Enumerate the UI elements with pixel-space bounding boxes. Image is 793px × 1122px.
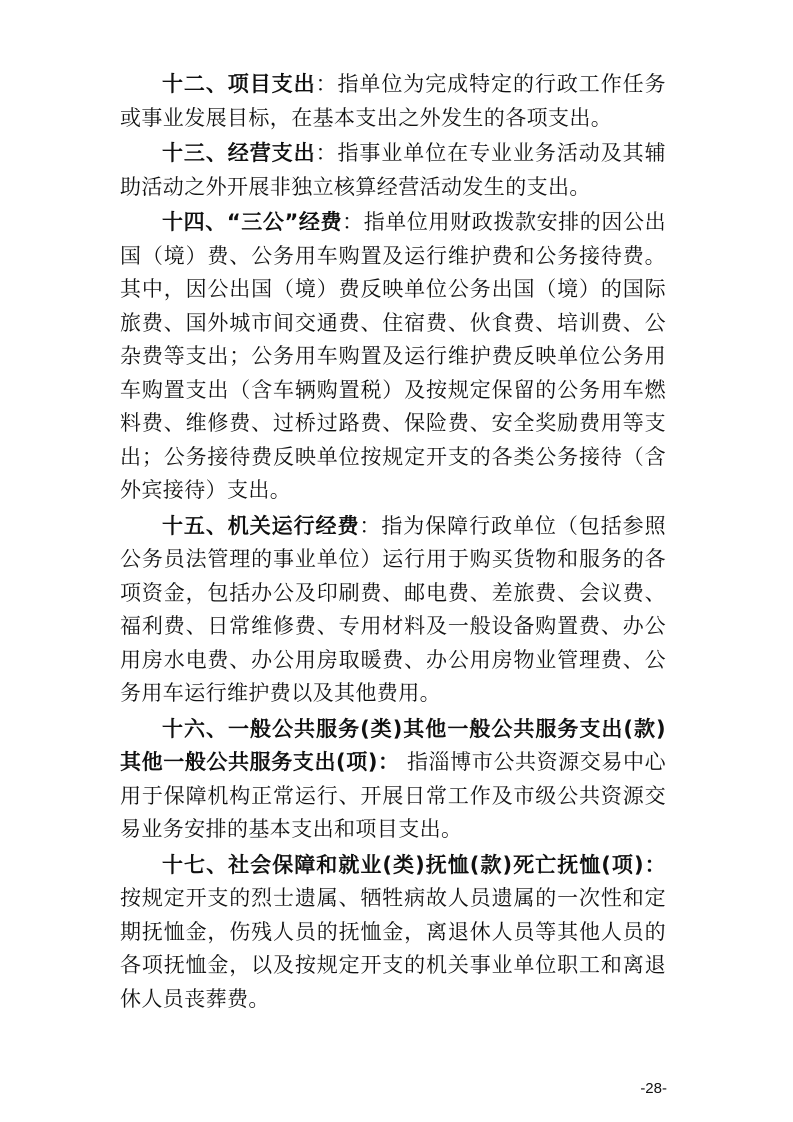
- paragraph-heading: 十三、经营支出: [162, 141, 316, 165]
- paragraph-heading: 十六、一般公共服务(类)其他一般公共服务支出(款)其他一般公共服务支出(项)：: [120, 716, 666, 774]
- paragraph-text: ：指单位为完成特定的行政工作任务或事业发展目标，在基本支出之外发生的各项支出。: [120, 72, 666, 130]
- paragraph-text: ：指事业单位在专业业务活动及其辅助活动之外开展非独立核算经营活动发生的支出。: [120, 141, 666, 199]
- paragraph-operating-expenditure: [120, 137, 666, 204]
- paragraph-heading: 十七、社会保障和就业(类)抚恤(款)死亡抚恤(项)：: [162, 852, 666, 877]
- paragraph-three-public-expenses: [120, 206, 666, 508]
- paragraph-text: ：指单位用财政拨款安排的因公出国（境）费、公务用车购置及运行维护费和公务接待费。其中，因公出国（境）费反映单位公务出国（境）的国际旅费、国外城市间交通费、住宿费、伙食费、培训费、公杂费等支出；公务用车购置及运行维护费反映单位公务用车购置支出（含车辆购置税）及按规定保留的公务用车燃料费、维修费、过桥过路费、保险费、安全奖励费用等支出；公务接待费反映单位按规定开支的各类公务接待（含外宾接待）支出。: [120, 210, 667, 502]
- paragraph-text: ：指为保障行政单位（包括参照公务员法管理的事业单位）运行用于购买货物和服务的各项资金，包括办公及印刷费、邮电费、差旅费、会议费、福利费、日常维修费、专用材料及一般设备购置费、办公用房水电费、办公用房取暖费、办公用房物业管理费、公务用车运行维护费以及其他费用。: [120, 513, 666, 705]
- document-body: [120, 68, 666, 1018]
- paragraph-general-public-services: [120, 713, 666, 847]
- paragraph-heading: 十二、项目支出: [162, 72, 316, 96]
- paragraph-text: 按规定开支的烈士遗属、牺牲病故人员遗属的一次性和定期抚恤金，伤残人员的抚恤金，离退休人员等其他人员的各项抚恤金，以及按规定开支的机关事业单位职工和离退休人员丧葬费。: [120, 886, 666, 1011]
- page-number: -28-: [640, 1080, 667, 1097]
- paragraph-heading: 十五、机关运行经费: [162, 513, 360, 538]
- paragraph-project-expenditure: [120, 68, 666, 135]
- paragraph-social-security-pension: [120, 849, 666, 1017]
- paragraph-agency-operating-funds: [120, 510, 666, 711]
- paragraph-text: 指淄博市公共资源交易中心用于保障机构正常运行、开展日常工作及市级公共资源交易业务安排的基本支出和项目支出。: [120, 750, 667, 841]
- paragraph-heading: 十四、“三公”经费: [162, 210, 343, 234]
